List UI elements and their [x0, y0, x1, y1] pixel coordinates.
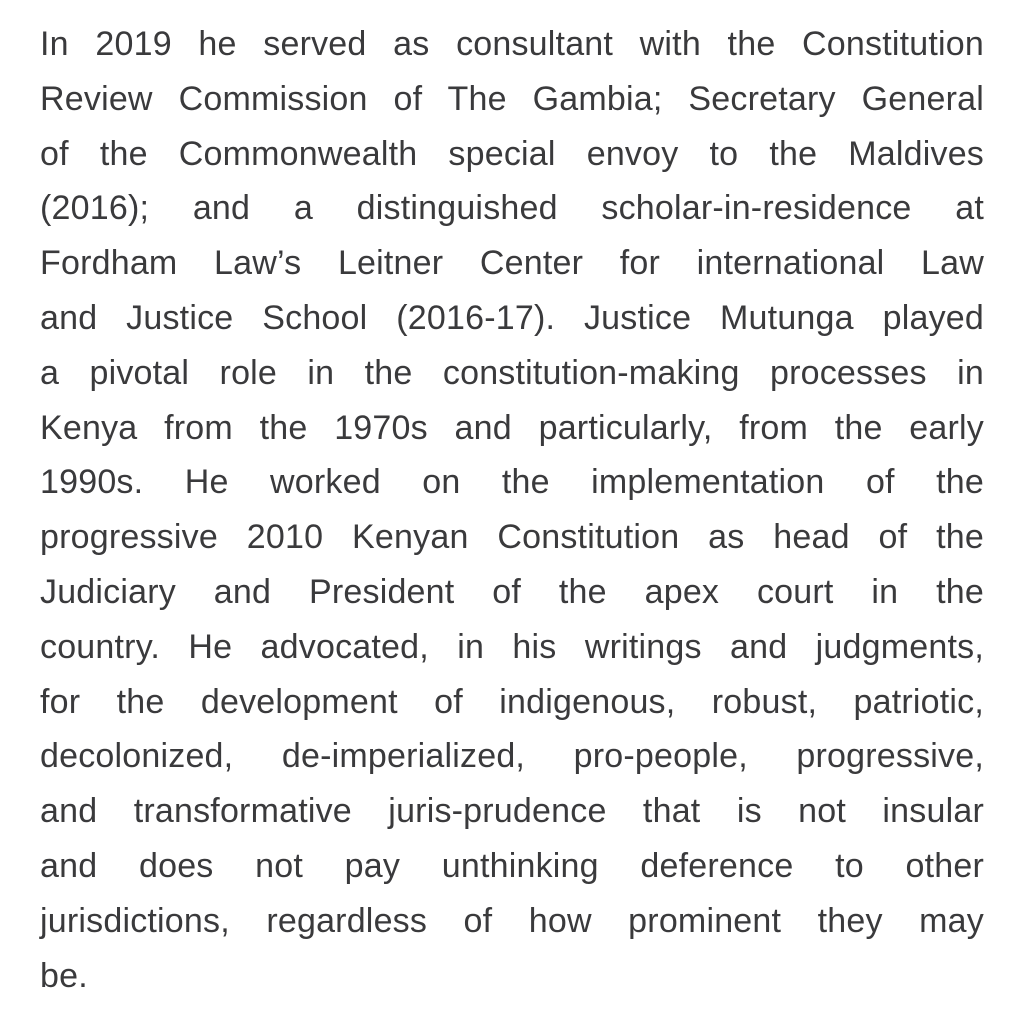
text-line: and does not pay unthinking deference to other: [40, 846, 984, 885]
text-line: be.: [40, 956, 88, 995]
text-line: In 2019 he served as consultant with the Constitution: [40, 25, 984, 63]
text-line: 1990s. He worked on the implementation of the: [40, 463, 984, 502]
text-line: Kenya from the 1970s and particularly, from the early: [40, 408, 984, 447]
biography-paragraph: [40, 17, 984, 1003]
text-line: jurisdictions, regardless of how prominent they may: [40, 901, 984, 940]
text-line: and Justice School (2016-17). Justice Mutunga played: [40, 298, 984, 337]
text-line: and transformative juris-prudence that is not insular: [40, 792, 984, 831]
text-line: progressive 2010 Kenyan Constitution as head of the: [40, 518, 984, 557]
text-line: (2016); and a distinguished scholar-in-residence at: [40, 189, 984, 228]
text-line: country. He advocated, in his writings and judgments,: [40, 627, 984, 666]
text-line: Fordham Law’s Leitner Center for international Law: [40, 244, 984, 283]
text-line: Judiciary and President of the apex court in the: [40, 572, 984, 611]
text-line: of the Commonwealth special envoy to the Maldives: [40, 134, 984, 173]
text-line: a pivotal role in the constitution-making processes in: [40, 353, 984, 392]
text-line: Review Commission of The Gambia; Secretary General: [40, 79, 984, 118]
text-line: decolonized, de-imperialized, pro-people, progressive,: [40, 737, 984, 776]
text-line: for the development of indigenous, robust, patriotic,: [40, 682, 984, 721]
